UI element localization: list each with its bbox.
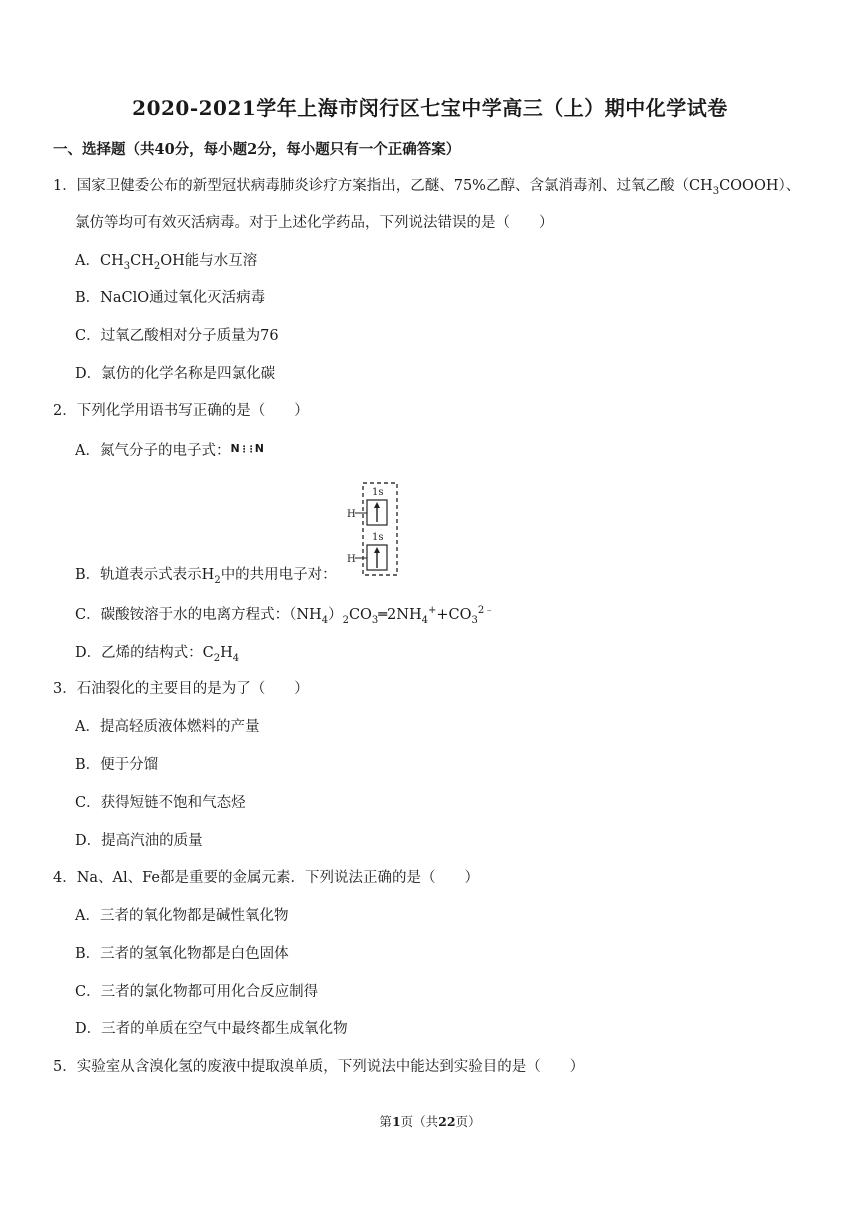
- question-2-option-c: C．碳酸铵溶于水的电离方程式：$(NH_4)_2CO_3═2NH_4^++CO_3^{2﹣}$: [75, 605, 495, 626]
- question-3-option-c: C．获得短链不饱和气态烃: [75, 795, 246, 811]
- question-1-option-b: B．NaClO通过氧化灭活病毒: [75, 290, 266, 306]
- question-1-option-d: D．氯仿的化学名称是四氯化碳: [75, 366, 276, 382]
- orbital-h-bottom: H: [347, 554, 356, 565]
- page-footer: 第1页（共22页）: [379, 1114, 481, 1129]
- question-3-option-a: A．提高轻质液体燃料的产量: [75, 719, 260, 735]
- question-4-option-c: C．三者的氯化物都可用化合反应制得: [75, 984, 319, 1000]
- question-4-option-a: A．三者的氧化物都是碱性氧化物: [75, 908, 289, 924]
- question-3-option-b: B．便于分馏: [75, 757, 159, 773]
- question-5-stem: 5．实验室从含溴化氢的废液中提取溴单质，下列说法中能达到实验目的是（ ）: [53, 1059, 585, 1075]
- question-4-option-b: B．三者的氢氧化物都是白色固体: [75, 946, 289, 962]
- orbital-label-bottom: 1s: [372, 532, 384, 543]
- orbital-diagram: [345, 480, 403, 578]
- orbital-label-top: 1s: [372, 487, 384, 498]
- exam-title: 2020-2021学年上海市闵行区七宝中学高三（上）期中化学试卷: [132, 96, 728, 120]
- section-heading: 一、选择题（共40分，每小题2分，每小题只有一个正确答案）: [53, 141, 461, 158]
- question-4-option-d: D．三者的单质在空气中最终都生成氧化物: [75, 1021, 348, 1037]
- question-2-option-b: B．轨道表示式表示$H_2$中的共用电子对：: [75, 567, 337, 586]
- question-2-option-d: D．乙烯的结构式：$C_2H_4$: [75, 645, 240, 664]
- question-2-option-a: A．氮气分子的电子式：N⋮⋮N: [75, 439, 263, 461]
- orbital-h-top: H: [347, 509, 356, 520]
- question-1-stem-line1: 1．国家卫健委公布的新型冠状病毒肺炎诊疗方案指出，乙醚、75%乙醇、含氯消毒剂、过氧乙酸$(CH_3COOOH)$、: [53, 178, 801, 197]
- question-3-option-d: D．提高汽油的质量: [75, 833, 203, 849]
- question-3-stem: 3．石油裂化的主要目的是为了（ ）: [53, 681, 309, 697]
- n2-electron-formula: N⋮⋮N: [230, 442, 263, 455]
- question-1-option-c: C．过氧乙酸相对分子质量为76: [75, 328, 279, 344]
- question-1-stem-line2: 氯仿等均可有效灭活病毒。对于上述化学药品，下列说法错误的是（ ）: [75, 215, 554, 231]
- question-4-stem: 4．Na、Al、Fe都是重要的金属元素．下列说法正确的是（ ）: [53, 870, 480, 886]
- question-1-option-a: A．$CH_3CH_2OH$能与水互溶: [75, 253, 258, 272]
- question-2-stem: 2．下列化学用语书写正确的是（ ）: [53, 403, 309, 419]
